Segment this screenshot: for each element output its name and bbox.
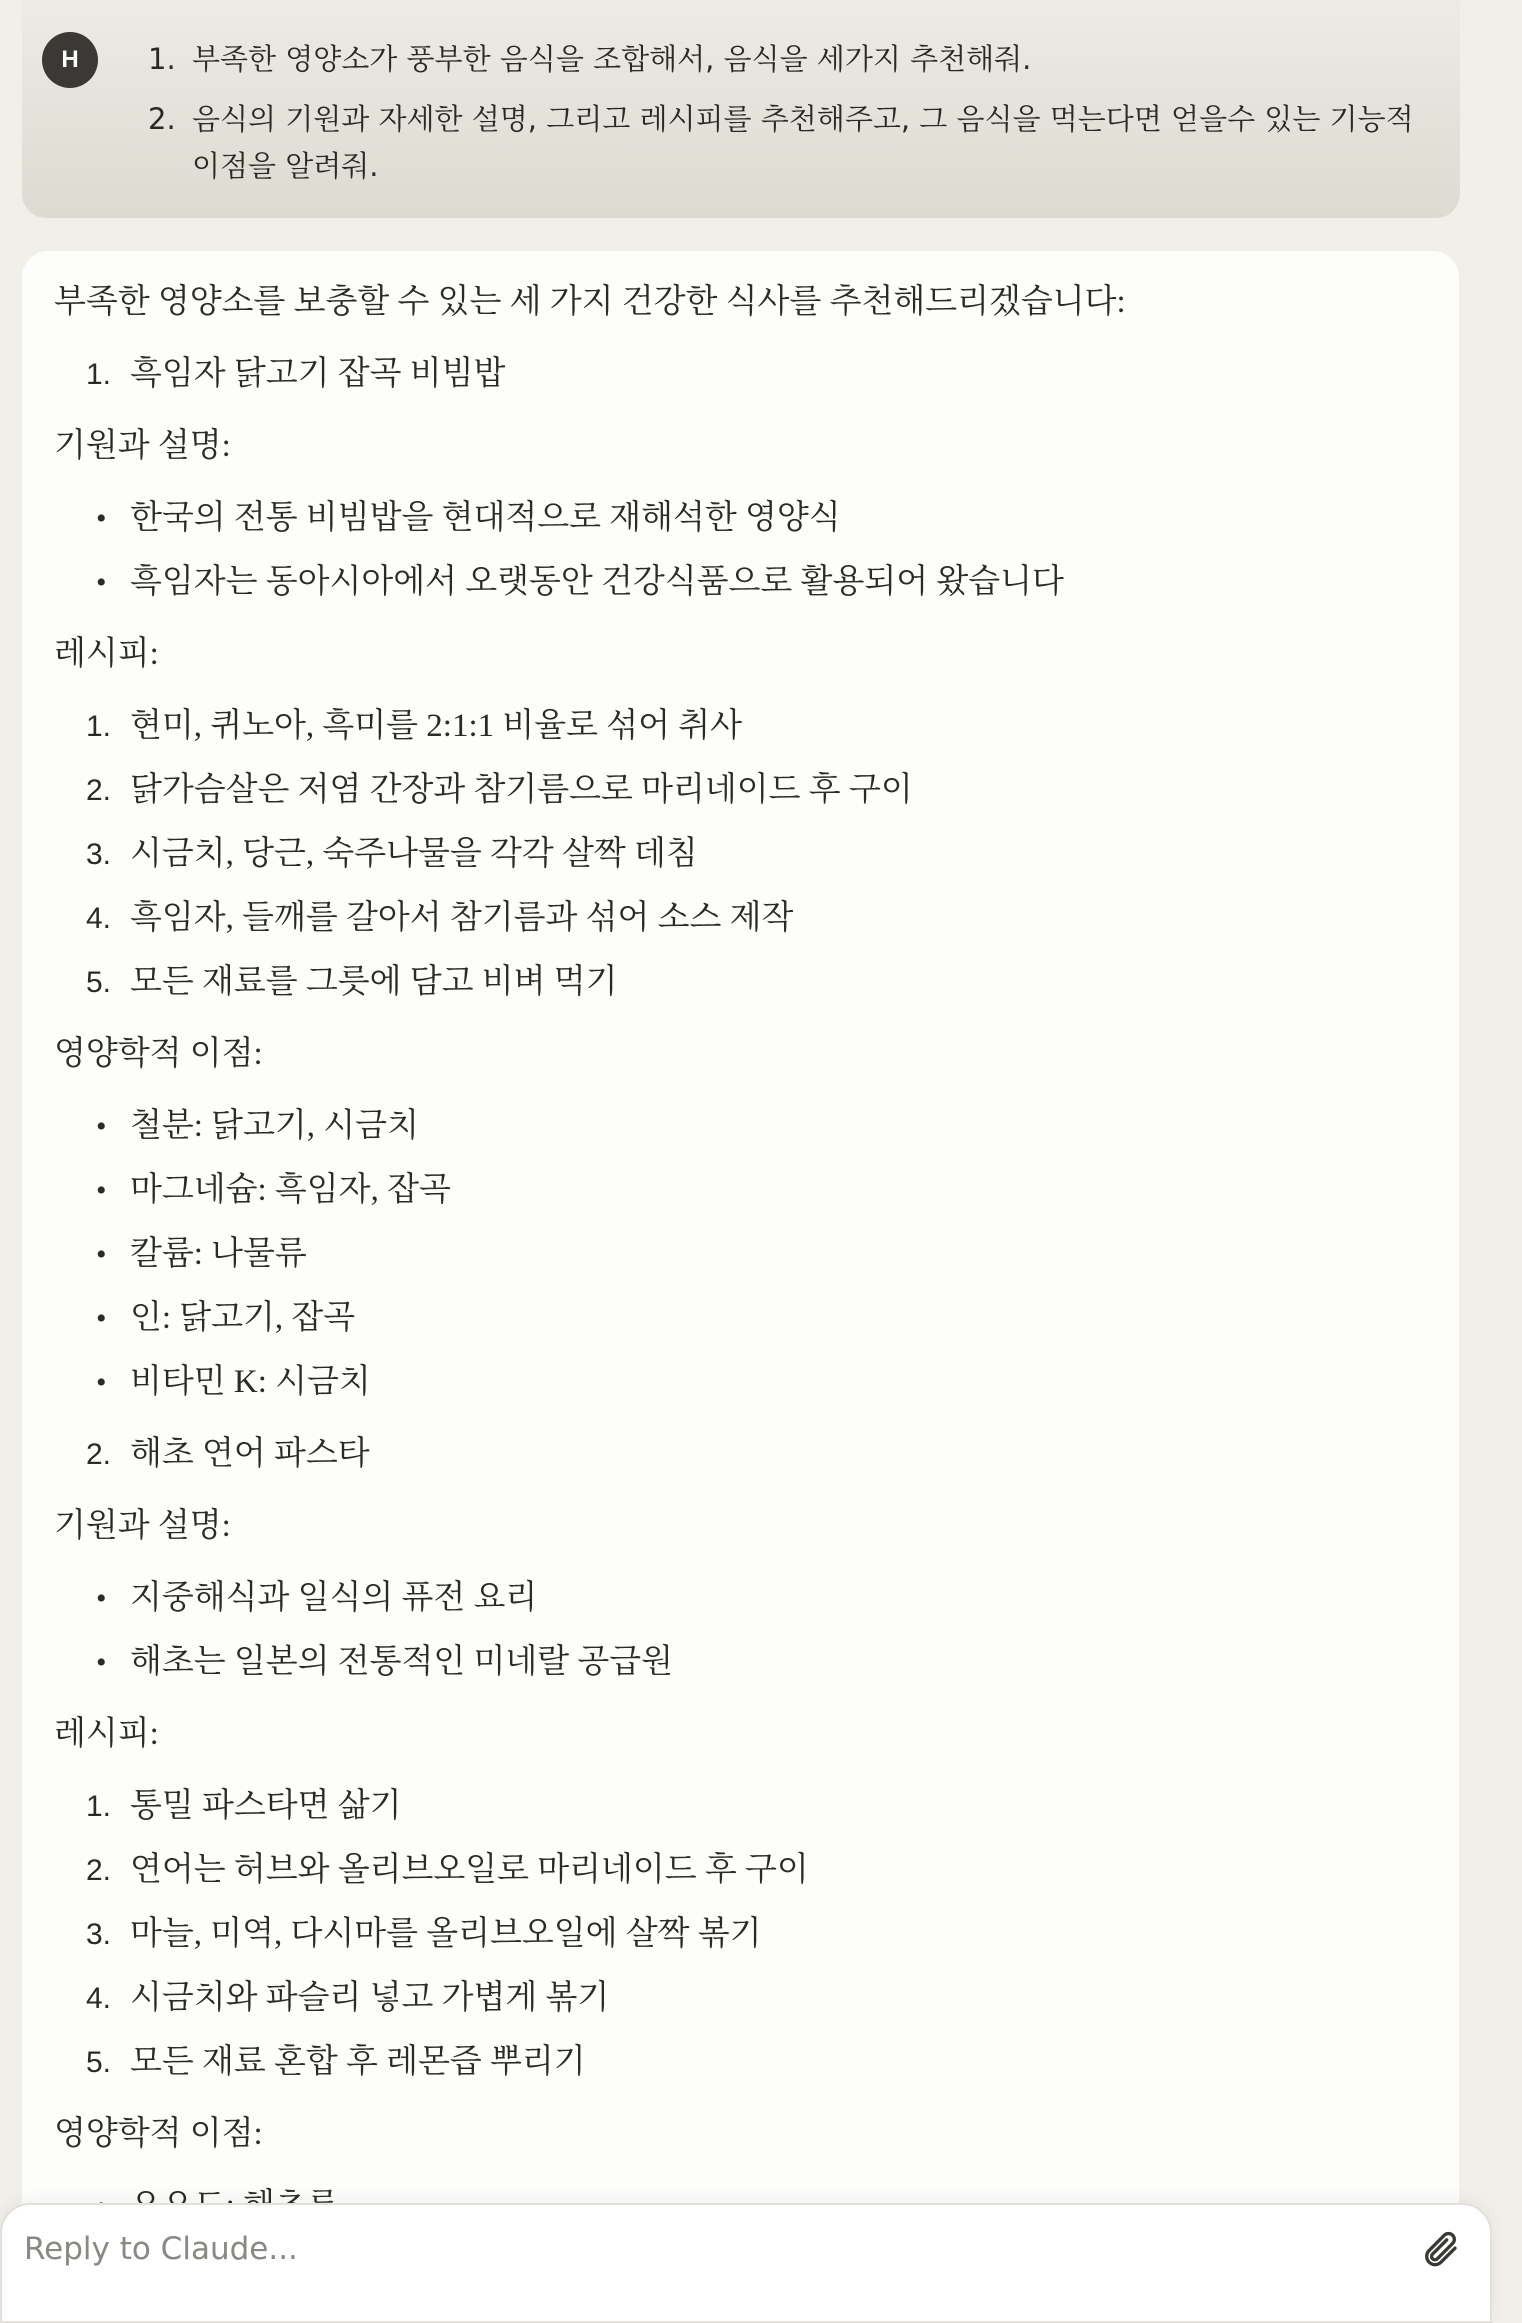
bullet-icon: • [96,566,107,599]
section-heading-benefits: 영양학적 이점: [54,1036,263,1072]
bullet-icon: • [96,1174,107,1207]
list-number: 3. [86,838,112,871]
list-item [86,1576,537,1620]
bullet-icon: • [96,1302,107,1335]
user-message-text: 음식의 기원과 자세한 설명, 그리고 레시피를 추천해주고, 그 음식을 먹는다면 얻을수 있는 기능적 이점을 알려줘. [192,102,1414,183]
list-number: 4. [86,1982,112,2015]
section-heading-benefits: 영양학적 이점: [54,2116,263,2152]
list-item [86,1232,307,1276]
recipe-step [86,960,618,1004]
list-number: 5. [86,2046,112,2079]
recipe-step [86,2040,586,2084]
list-item-text: 지중해식과 일식의 퓨전 요리 [130,1580,538,1616]
list-item [86,1104,419,1148]
recipe-step [86,1912,762,1956]
user-message-item [126,96,1426,190]
section-heading-recipe: 레시피: [54,636,159,672]
recipe-step [86,704,742,748]
list-item [86,560,1064,604]
list-item [86,1168,451,1212]
recipe-step-text: 현미, 퀴노아, 흑미를 2:1:1 비율로 섞어 취사 [130,708,743,744]
recipe-step-text: 시금치와 파슬리 넣고 가볍게 볶기 [130,1980,610,2016]
dish-title-text: 흑임자 닭고기 잡곡 비빔밥 [130,356,506,392]
list-item-text: 흑임자는 동아시아에서 오랫동안 건강식품으로 활용되어 왔습니다 [130,564,1064,600]
recipe-step [86,1784,402,1828]
bullet-icon: • [96,1582,107,1615]
list-item-text: 한국의 전통 비빔밥을 현대적으로 재해석한 영양식 [130,500,841,536]
list-number: 3. [86,1918,112,1951]
list-number: 4. [86,902,112,935]
user-message-text: 부족한 영양소가 풍부한 음식을 조합해서, 음식을 세가지 추천해줘. [192,42,1032,76]
bullet-icon: • [96,1238,107,1271]
list-item-text: 마그네슘: 흑임자, 잡곡 [130,1172,451,1208]
list-number: 1. [148,42,176,76]
list-number: 1. [86,1790,112,1823]
list-item-text: 인: 닭고기, 잡곡 [130,1300,356,1336]
section-heading-origin: 기원과 설명: [54,1508,231,1544]
bullet-icon: • [96,502,107,535]
recipe-step-text: 시금치, 당근, 숙주나물을 각각 살짝 데침 [130,836,698,872]
recipe-step-text: 모든 재료를 그릇에 담고 비벼 먹기 [130,964,618,1000]
list-item-text: 철분: 닭고기, 시금치 [130,1108,419,1144]
section-heading-origin: 기원과 설명: [54,428,231,464]
bullet-icon: • [96,1366,107,1399]
list-number: 1. [86,710,112,743]
recipe-step [86,1976,609,2020]
dish-title-text: 해초 연어 파스타 [130,1436,370,1472]
recipe-step [86,832,698,876]
user-message-item [126,36,1426,83]
bullet-icon: • [96,1110,107,1143]
list-item [86,1640,673,1684]
section-heading-recipe: 레시피: [54,1716,159,1752]
list-item-text: 해초는 일본의 전통적인 미네랄 공급원 [130,1644,674,1680]
list-item [86,496,841,540]
list-item [86,1360,371,1404]
list-item [86,1296,355,1340]
recipe-step-text: 닭가슴살은 저염 간장과 참기름으로 마리네이드 후 구이 [130,772,913,808]
list-item-text: 칼륨: 나물류 [130,1236,307,1272]
list-number: 2. [86,1438,112,1471]
recipe-step-text: 흑임자, 들깨를 갈아서 참기름과 섞어 소스 제작 [130,900,794,936]
reply-input[interactable] [24,2227,1364,2271]
recipe-step-text: 모든 재료 혼합 후 레몬즙 뿌리기 [130,2044,586,2080]
user-avatar: H [42,32,98,88]
user-message [22,0,1460,218]
recipe-step [86,768,913,812]
list-number: 5. [86,966,112,999]
bullet-icon: • [96,1646,107,1679]
dish-title [86,352,505,396]
list-number: 2. [148,102,176,136]
recipe-step-text: 마늘, 미역, 다시마를 올리브오일에 살짝 볶기 [130,1916,762,1952]
list-number: 1. [86,358,112,391]
list-item-text: 비타민 K: 시금치 [130,1364,371,1400]
recipe-step-text: 통밀 파스타면 삶기 [130,1788,402,1824]
assistant-message [22,251,1459,2291]
recipe-step-text: 연어는 허브와 올리브오일로 마리네이드 후 구이 [130,1852,809,1888]
recipe-step [86,1848,809,1892]
response-intro: 부족한 영양소를 보충할 수 있는 세 가지 건강한 식사를 추천해드리겠습니다: [54,284,1126,320]
list-number: 2. [86,774,112,807]
reply-composer [0,2203,1492,2323]
dish-title [86,1432,370,1476]
user-message-list [126,36,1426,203]
recipe-step [86,896,793,940]
paperclip-icon[interactable] [1420,2229,1460,2269]
list-number: 2. [86,1854,112,1887]
